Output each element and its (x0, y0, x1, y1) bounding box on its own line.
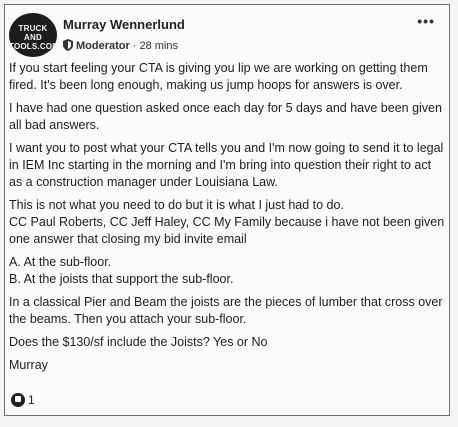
role-badge: Moderator (76, 40, 130, 52)
post-paragraph: If you start feeling your CTA is giving you lip we are working on getting them fired. It's been long enough, making us jump hoops for answers is over. (9, 61, 428, 92)
avatar[interactable] (9, 13, 60, 57)
avatar-text-line-2: TOOLS.COM (9, 42, 60, 51)
avatar-text-line-1: TRUCK AND (18, 24, 48, 42)
post-time[interactable]: 28 mins (139, 40, 178, 52)
more-options-button[interactable]: ••• (417, 13, 435, 29)
reactions-summary[interactable] (11, 393, 35, 407)
post-option-a: A. At the sub-floor. (9, 255, 112, 269)
post-paragraph: This is not what you need to do but it is what I just had to do. (9, 198, 344, 212)
post-body (9, 60, 445, 380)
post-paragraph: I want you to post what your CTA tells you and I'm now going to send it to legal in IEM Inc starting in the morning and I'm bring into question their right to act as a construction manager under Louisiana Law. (9, 141, 444, 189)
post-signature: Murray (9, 358, 48, 372)
reaction-icon (11, 393, 25, 407)
post-paragraph: In a classical Pier and Beam the joists are the pieces of lumber that cross over the beams. Then you attach your sub-floor. (9, 295, 443, 326)
post-question: Does the $130/sf include the Joists? Yes or No (9, 335, 268, 349)
post-option-b: B. At the joists that support the sub-floor. (9, 272, 234, 286)
post-paragraph: CC Paul Roberts, CC Jeff Haley, CC My Family because i have not been given one answer that closing my bid invite email (9, 215, 445, 246)
post-paragraph: I have had one question asked once each day for 5 days and have been given all bad answers. (9, 101, 442, 132)
shield-icon (63, 39, 73, 51)
meta-separator: · (132, 40, 137, 52)
author-name[interactable]: Murray Wennerlund (63, 17, 185, 32)
post-card (4, 4, 450, 416)
post-meta (63, 39, 178, 52)
reaction-count: 1 (28, 393, 35, 407)
